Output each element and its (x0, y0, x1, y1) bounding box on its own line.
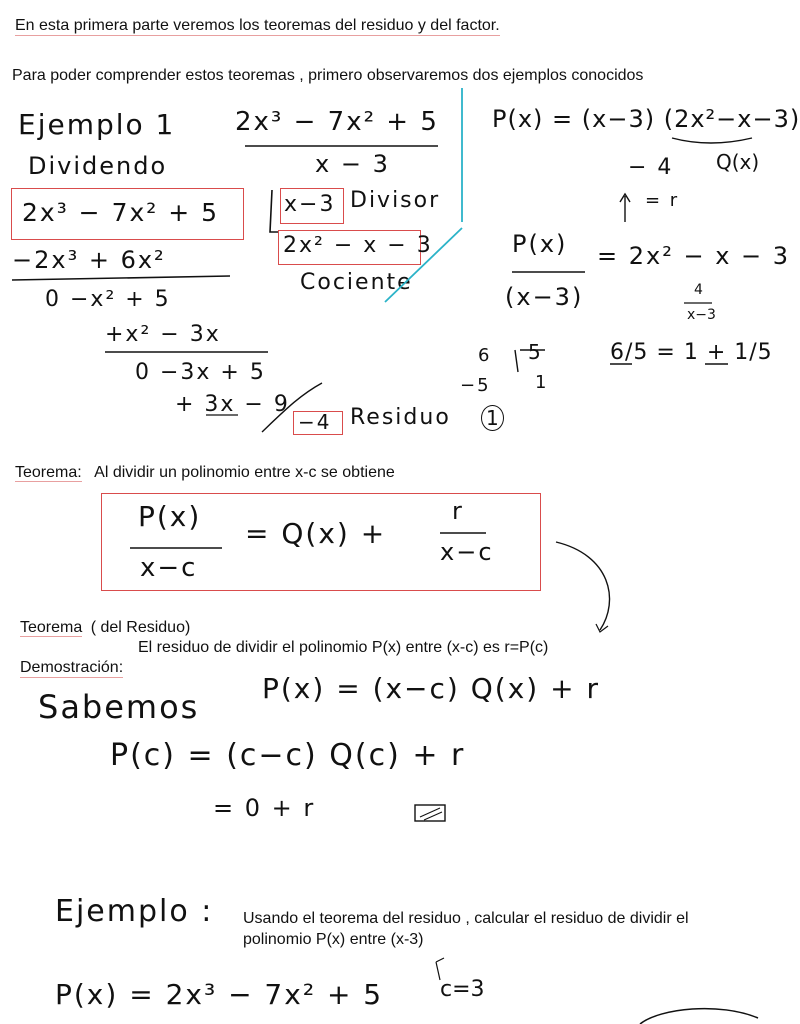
factored-form: P(x) = (x−3) (2x²−x−3) (492, 105, 800, 133)
divisor-label: Divisor (350, 188, 441, 213)
qx-brace (672, 138, 752, 143)
formula-numerator: P(x) (138, 500, 202, 533)
proof-line-2: P(c) = (c−c) Q(c) + r (110, 738, 466, 773)
dividend: 2x³ − 7x² + 5 (22, 198, 220, 227)
up-arrow (620, 194, 630, 222)
slash-stroke (262, 383, 322, 432)
quotient: 2x² − x − 3 (283, 233, 433, 258)
frac-rest-den: x−3 (687, 307, 716, 323)
frac-denominator: (x−3) (505, 283, 584, 311)
theorem2-paren: ( del Residuo) (90, 619, 191, 636)
numeric-fraction: 6/5 = 1 + 1/5 (610, 340, 773, 365)
formula-r-den: x−c (440, 538, 494, 566)
example2-c-value: c=3 (440, 977, 485, 1002)
proof-label: Demostración: (20, 659, 124, 676)
dividend-label: Dividendo (28, 152, 168, 180)
num-div-a: 6 (478, 345, 492, 366)
division-step-5: + 3x − 9 (175, 392, 290, 417)
residue-label: Residuo (350, 405, 451, 430)
num-div-d: 1 (535, 372, 549, 393)
proof-line-1: P(x) = (x−c) Q(x) + r (262, 672, 600, 705)
cyan-separator-diagonal (385, 228, 462, 302)
example2-text-1: Usando el teorema del residuo , calcular el residuo de dividir el (243, 910, 689, 927)
page-title: En esta primera parte veremos los teoremas del residuo y del factor. (15, 17, 500, 34)
division-bracket (270, 190, 278, 232)
bottom-arc (640, 1009, 758, 1024)
division-step-3: +x² − 3x (105, 322, 221, 347)
minus-four: − 4 (628, 155, 674, 180)
formula-r: r (452, 497, 464, 525)
num-div-c: −5 (460, 375, 491, 396)
theorem2-statement: El residuo de dividir el polinomio P(x) entre (x-c) es r=P(c) (138, 639, 549, 656)
sabemos: Sabemos (38, 688, 200, 726)
numeric-division-bracket (515, 350, 545, 372)
frac-numerator: P(x) (512, 230, 568, 258)
example2-heading: Ejemplo : (55, 894, 214, 929)
curved-arrow (556, 542, 610, 630)
intro-text: Para poder comprender estos teoremas , primero observaremos dos ejemplos conocidos (12, 67, 644, 84)
num-div-b: 5 (528, 340, 543, 364)
division-denominator: x − 3 (315, 150, 390, 178)
residue-value: −4 (298, 410, 332, 434)
theorem2-label: Teorema (20, 619, 83, 636)
division-step-2: 0 −x² + 5 (45, 287, 171, 312)
formula-denominator: x−c (140, 553, 198, 583)
theorem-text: Al dividir un polinomio entre x-c se obtiene (94, 464, 395, 481)
q-of-x-label: Q(x) (716, 150, 760, 174)
frac-rest-num: 4 (694, 282, 705, 298)
example2-text-2: polinomio P(x) entre (x-3) (243, 931, 424, 948)
c-arrow (436, 958, 444, 980)
proof-line-3: = 0 + r (213, 794, 316, 822)
quotient-label: Cociente (300, 270, 413, 295)
division-step-1: −2x³ + 6x² (12, 246, 166, 274)
division-step-4: 0 −3x + 5 (135, 360, 266, 385)
frac-rhs: = 2x² − x − 3 (597, 242, 791, 270)
residue-degree: 1 (481, 405, 504, 431)
example2-poly: P(x) = 2x³ − 7x² + 5 (55, 978, 384, 1011)
theorem-label: Teorema: (15, 464, 82, 481)
equals-r: = r (645, 190, 680, 211)
division-numerator: 2x³ − 7x² + 5 (235, 107, 439, 137)
formula-rhs: = Q(x) + (245, 517, 387, 550)
divisor: x−3 (284, 192, 336, 217)
qed-hatch (420, 808, 442, 820)
division-line-1 (12, 276, 230, 280)
example1-heading: Ejemplo 1 (18, 108, 176, 141)
